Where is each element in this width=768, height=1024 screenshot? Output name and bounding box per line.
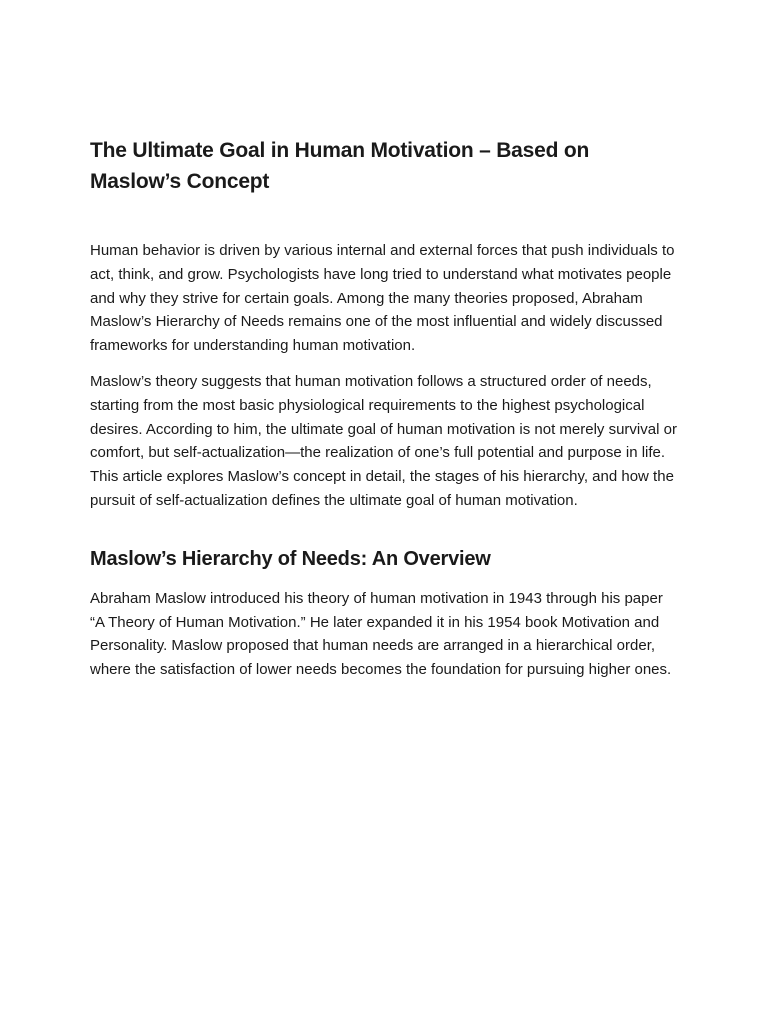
intro-paragraph-2: Maslow’s theory suggests that human motivation follows a structured order of needs, starting from the most basic physiological requirements to the highest psychological desires. According to him, the ultimate goal of human motivation is not merely survival or comfort, but self-actualization—the realization of one’s full potential and purpose in life. This article explores Maslow’s concept in detail, the stages of his hierarchy, and how the pursuit of self-actualization defines the ultimate goal of human motivation.	[90, 372, 677, 509]
document-title: The Ultimate Goal in Human Motivation – Based on Maslow’s Concept	[90, 139, 590, 193]
document-page	[90, 135, 680, 694]
section-heading: Maslow’s Hierarchy of Needs: An Overview	[90, 547, 491, 570]
intro-paragraph-1: Human behavior is driven by various internal and external forces that push individuals to act, think, and grow. Psychologists have long tried to understand what motivates people and why they strive for certain goals. Among the many theories proposed, Abraham Maslow’s Hierarchy of Needs remains one of the most influential and widely discussed frameworks for understanding human motivation.	[90, 242, 675, 355]
section-paragraph-1: Abraham Maslow introduced his theory of human motivation in 1943 through his paper “A Theory of Human Motivation.” He later expanded it in his 1954 book Motivation and Personality. Maslow proposed that human needs are arranged in a hierarchical order, where the satisfaction of lower needs becomes the foundation for pursuing higher ones.	[90, 589, 672, 679]
